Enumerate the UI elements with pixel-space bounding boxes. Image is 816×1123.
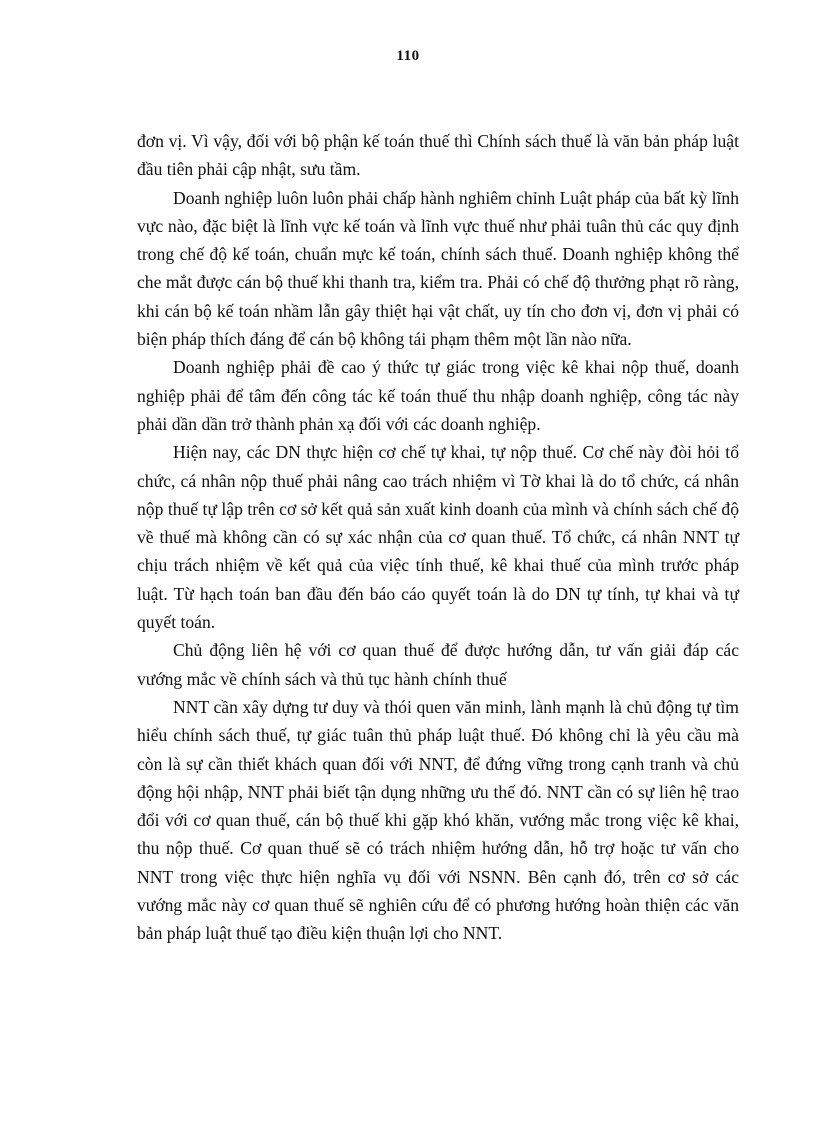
paragraph-self-awareness: Doanh nghiệp phải đề cao ý thức tự giác trong việc kê khai nộp thuế, doanh nghiệp phải để tâm đến công tác kế toán thuế thu nhập doanh nghiệp, công tác này phải dần dần trở thành phản xạ đối với các doanh nghiệp. bbox=[137, 357, 739, 434]
paragraph-legal-compliance: Doanh nghiệp luôn luôn phải chấp hành nghiêm chỉnh Luật pháp của bất kỳ lĩnh vực nào, đặc biệt là lĩnh vực kế toán và lĩnh vực thuế như phải tuân thủ các quy định trong chế độ kế toán, chuẩn mực kế toán, chính sách thuế. Doanh nghiệp không thể che mắt được cán bộ thuế khi thanh tra, kiểm tra. Phải có chế độ thưởng phạt rõ ràng, khi cán bộ kế toán nhầm lẫn gây thiệt hại vật chất, uy tín cho đơn vị, đơn vị phải có biện pháp thích đáng để cán bộ không tái phạm thêm một lần nào nữa. bbox=[137, 187, 739, 350]
paragraph-continuation: đơn vị. Vì vậy, đối với bộ phận kế toán thuế thì Chính sách thuế là văn bản pháp luật đầu tiên phải cập nhật, sưu tầm. bbox=[137, 131, 739, 180]
paragraph-contact-tax-authority: Chủ động liên hệ với cơ quan thuế để được hướng dẫn, tư vấn giải đáp các vướng mắc về chính sách và thủ tục hành chính thuế bbox=[137, 640, 739, 689]
paragraph-self-declaration: Hiện nay, các DN thực hiện cơ chế tự khai, tự nộp thuế. Cơ chế này đòi hỏi tổ chức, cá nhân nộp thuế phải nâng cao trách nhiệm vì Tờ khai là do tổ chức, cá nhân nộp thuế tự lập trên cơ sở kết quả sản xuất kinh doanh của mình và chính sách chế độ về thuế mà không cần có sự xác nhận của cơ quan thuế. Tổ chức, cá nhân NNT tự chịu trách nhiệm về kết quả của việc tính thuế, kê khai thuế của mình trước pháp luật. Từ hạch toán ban đầu đến báo cáo quyết toán là do DN tự tính, tự khai và tự quyết toán. bbox=[137, 442, 739, 633]
page-number: 110 bbox=[396, 48, 420, 64]
paragraph-taxpayer-mindset: NNT cần xây dựng tư duy và thói quen văn minh, lành mạnh là chủ động tự tìm hiểu chính sách thuế, tự giác tuân thủ pháp luật thuế. Đó không chỉ là yêu cầu mà còn là sự cần thiết khách quan đối với NNT, để đứng vững trong cạnh tranh và chủ động hội nhập, NNT phải biết tận dụng những ưu thế đó. NNT cần có sự liên hệ trao đổi với cơ quan thuế, cán bộ thuế khi gặp khó khăn, vướng mắc trong việc kê khai, thu nộp thuế. Cơ quan thuế sẽ có trách nhiệm hướng dẫn, hỗ trợ hoặc tư vấn cho NNT trong việc thực hiện nghĩa vụ đối với NSNN. Bên cạnh đó, trên cơ sở các vướng mắc này cơ quan thuế sẽ nghiên cứu để có phương hướng hoàn thiện các văn bản pháp luật thuế tạo điều kiện thuận lợi cho NNT. bbox=[137, 696, 739, 944]
body-text bbox=[137, 127, 739, 948]
